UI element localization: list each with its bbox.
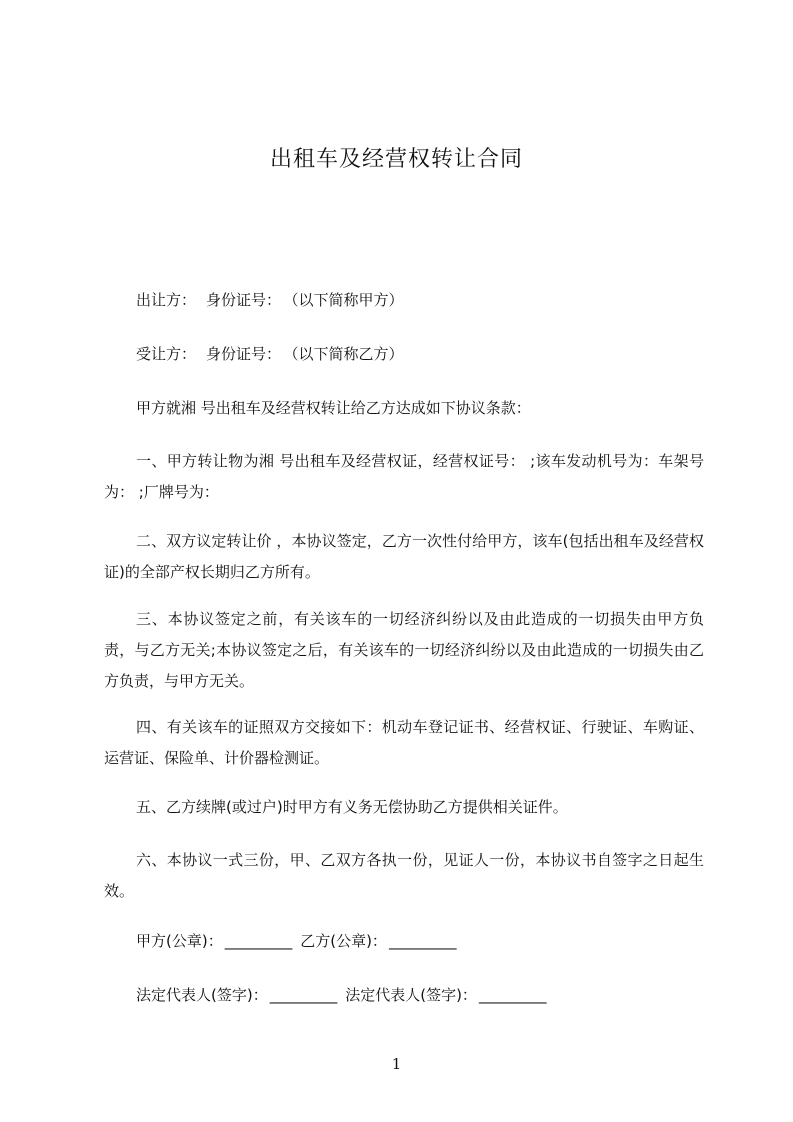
representative-signature-line	[136, 980, 546, 1010]
clause-4: 四、有关该车的证照双方交接如下：机动车登记证书、经营权证、行驶证、车购证、运营证、保险单、计价器检测证。	[104, 718, 704, 767]
transferor-alias: （以下简称甲方）	[291, 291, 404, 309]
party-b-rep-blank: _________	[478, 986, 547, 1004]
party-a-rep-blank: _________	[269, 986, 338, 1004]
party-b-seal-blank: _________	[388, 932, 457, 950]
document-title: 出租车及经营权转让合同	[269, 147, 523, 172]
party-a-seal-label: 甲方(公章)：	[136, 932, 223, 950]
party-a-rep-label: 法定代表人(签字)：	[136, 986, 268, 1004]
transferee-line	[136, 339, 414, 369]
party-b-rep-label: 法定代表人(签字)：	[345, 986, 477, 1004]
clause-6: 六、本协议一式三份，甲、乙双方各执一份，见证人一份，本协议书自签字之日起生效。	[104, 851, 704, 900]
transferor-line	[136, 285, 414, 315]
clause-1: 一、甲方转让物为湘 号出租车及经营权证，经营权证号： ;该车发动机号为：车架号为： ;厂牌号为：	[104, 452, 704, 501]
transferee-label: 受让方：	[136, 345, 197, 363]
seal-signature-line	[136, 926, 456, 956]
clause-5: 五、乙方续牌(或过户)时甲方有义务无偿协助乙方提供相关证件。	[136, 798, 568, 816]
agreement-intro: 甲方就湘 号出租车及经营权转让给乙方达成如下协议条款：	[136, 399, 531, 417]
party-a-seal-blank: _________	[224, 932, 293, 950]
party-b-seal-label: 乙方(公章)：	[300, 932, 387, 950]
clause-3: 三、本协议签定之前，有关该车的一切经济纠纷以及由此造成的一切损失由甲方负责，与乙方无关;本协议签定之后，有关该车的一切经济纠纷以及由此造成的一切损失由乙方负责，与甲方无关。	[104, 610, 704, 690]
clause-2: 二、双方议定转让价 ，本协议签定，乙方一次性付给甲方，该车(包括出租车及经营权证)的全部产权长期归乙方所有。	[104, 532, 704, 581]
transferee-alias: （以下简称乙方）	[291, 345, 404, 363]
transferee-id-label: 身份证号：	[206, 345, 282, 363]
transferor-id-label: 身份证号：	[206, 291, 282, 309]
page-number: 1	[391, 1055, 402, 1073]
transferor-label: 出让方：	[136, 291, 197, 309]
